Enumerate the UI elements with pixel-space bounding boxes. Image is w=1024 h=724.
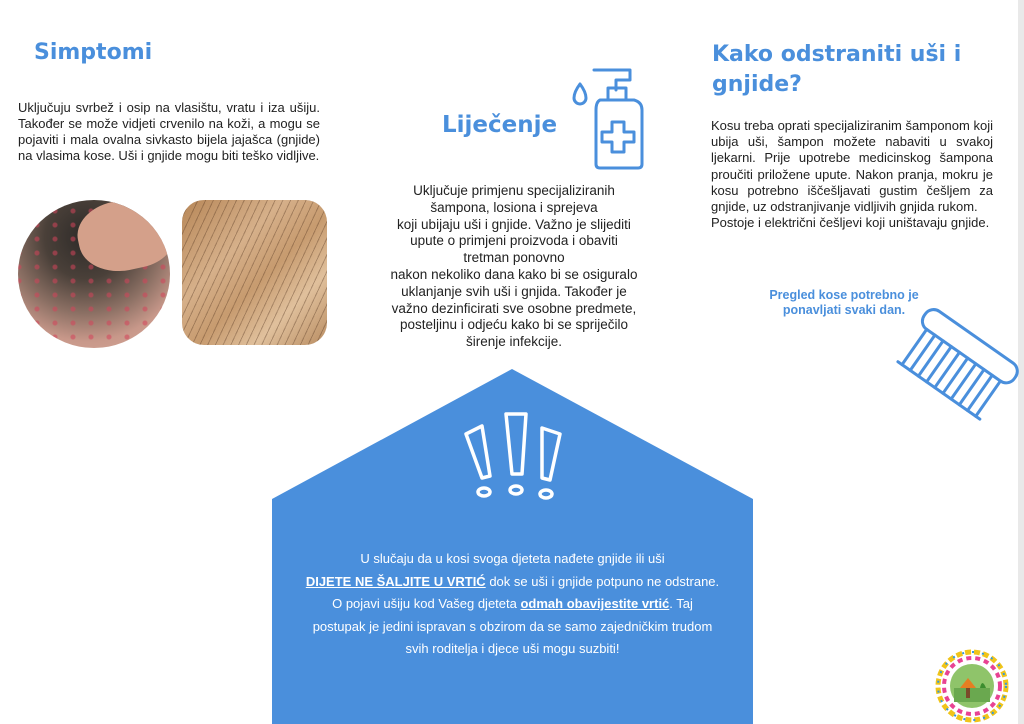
lijecenje-text (350, 183, 678, 351)
lijecenje-line: šampona, losiona i sprejeva (430, 199, 598, 215)
simptomi-text: Uključuju svrbež i osip na vlasištu, vratu i iza ušiju. Također se može vidjeti crvenilo na koži, a mogu se pojaviti i mala ovalna sivkasto bijela jajašca (gnjide) na vlasima kose. Uši i gnjide mogu biti teško vidljive. (18, 100, 320, 163)
lijecenje-line: upute o primjeni proizvoda i obaviti (410, 233, 618, 249)
notice-box (272, 548, 753, 661)
simptomi-title: Simptomi (34, 40, 153, 65)
lijecenje-line: nakon nekoliko dana kako bi se osiguralo (390, 266, 638, 282)
lijecenje-line: uklanjanje svih uši i gnjida. Također je (401, 283, 627, 299)
kako-text (711, 118, 993, 231)
notice-line-3-post: . Taj (669, 596, 693, 612)
lijecenje-line: važno dezinficirati sve osobne predmete, (391, 300, 637, 316)
bottle-icon (570, 62, 650, 172)
lijecenje-line: posteljinu i odjeću kako bi se spriječilo (399, 317, 629, 333)
notice-inform: odmah obavijestite vrtić (520, 596, 670, 612)
comb-icon (882, 298, 1022, 428)
kako-paragraph: Kosu treba oprati specijaliziranim šamponom koji ubija uši, šampon možete nabaviti u svakoj ljekarni. Prije upotrebe medicinskog šampona proučiti priložene upute. Nakon pranja, mokru je kosu potrebno iščešljavati gustim češljem za gnjide, uz odstranjivanje vidljivih gnjida rukom. (711, 118, 993, 215)
kako-title: Kako odstraniti uši i gnjide? (712, 42, 962, 97)
notice-line-1: U slučaju da u kosi svoga djeteta nađete gnjide ili uši (360, 551, 665, 566)
lijecenje-line: koji ubijaju uši i gnjide. Važno je slijediti (397, 216, 631, 232)
notice-line-5: svih roditelja i djece uši mogu suzbiti! (405, 641, 620, 657)
scalp-rash-photo (18, 200, 170, 348)
notice-line-3 (272, 593, 753, 616)
hair-streaks (182, 200, 327, 345)
notice-warning: DIJETE NE ŠALJITE U VRTIĆ (305, 573, 486, 589)
lijecenje-line: širenje infekcije. (465, 334, 563, 350)
lijecenje-line: Uključuje primjenu specijaliziranih (413, 183, 615, 198)
kako-paragraph-2: Postoje i električni češljevi koji uništavaju gnjide. (711, 215, 990, 231)
exclamation-icon (460, 408, 572, 502)
notice-line-2 (272, 571, 753, 594)
nits-hair-photo (182, 200, 327, 345)
notice-line-4: postupak je jedini ispravan s obzirom da se samo zajedničkim trudom (312, 618, 713, 634)
notice-line-2-rest: dok se uši i gnjide potpuno ne odstrane. (485, 573, 720, 589)
notice-line-3-pre: O pojavi ušiju kod Vašeg djeteta (332, 596, 521, 612)
kindergarten-logo (934, 648, 1010, 724)
lijecenje-line: tretman ponovno (463, 250, 565, 266)
pregled-highlight: Pregled kose potrebno je ponavljati svaki dan. (769, 288, 919, 317)
lijecenje-title: Liječenje (442, 112, 558, 138)
